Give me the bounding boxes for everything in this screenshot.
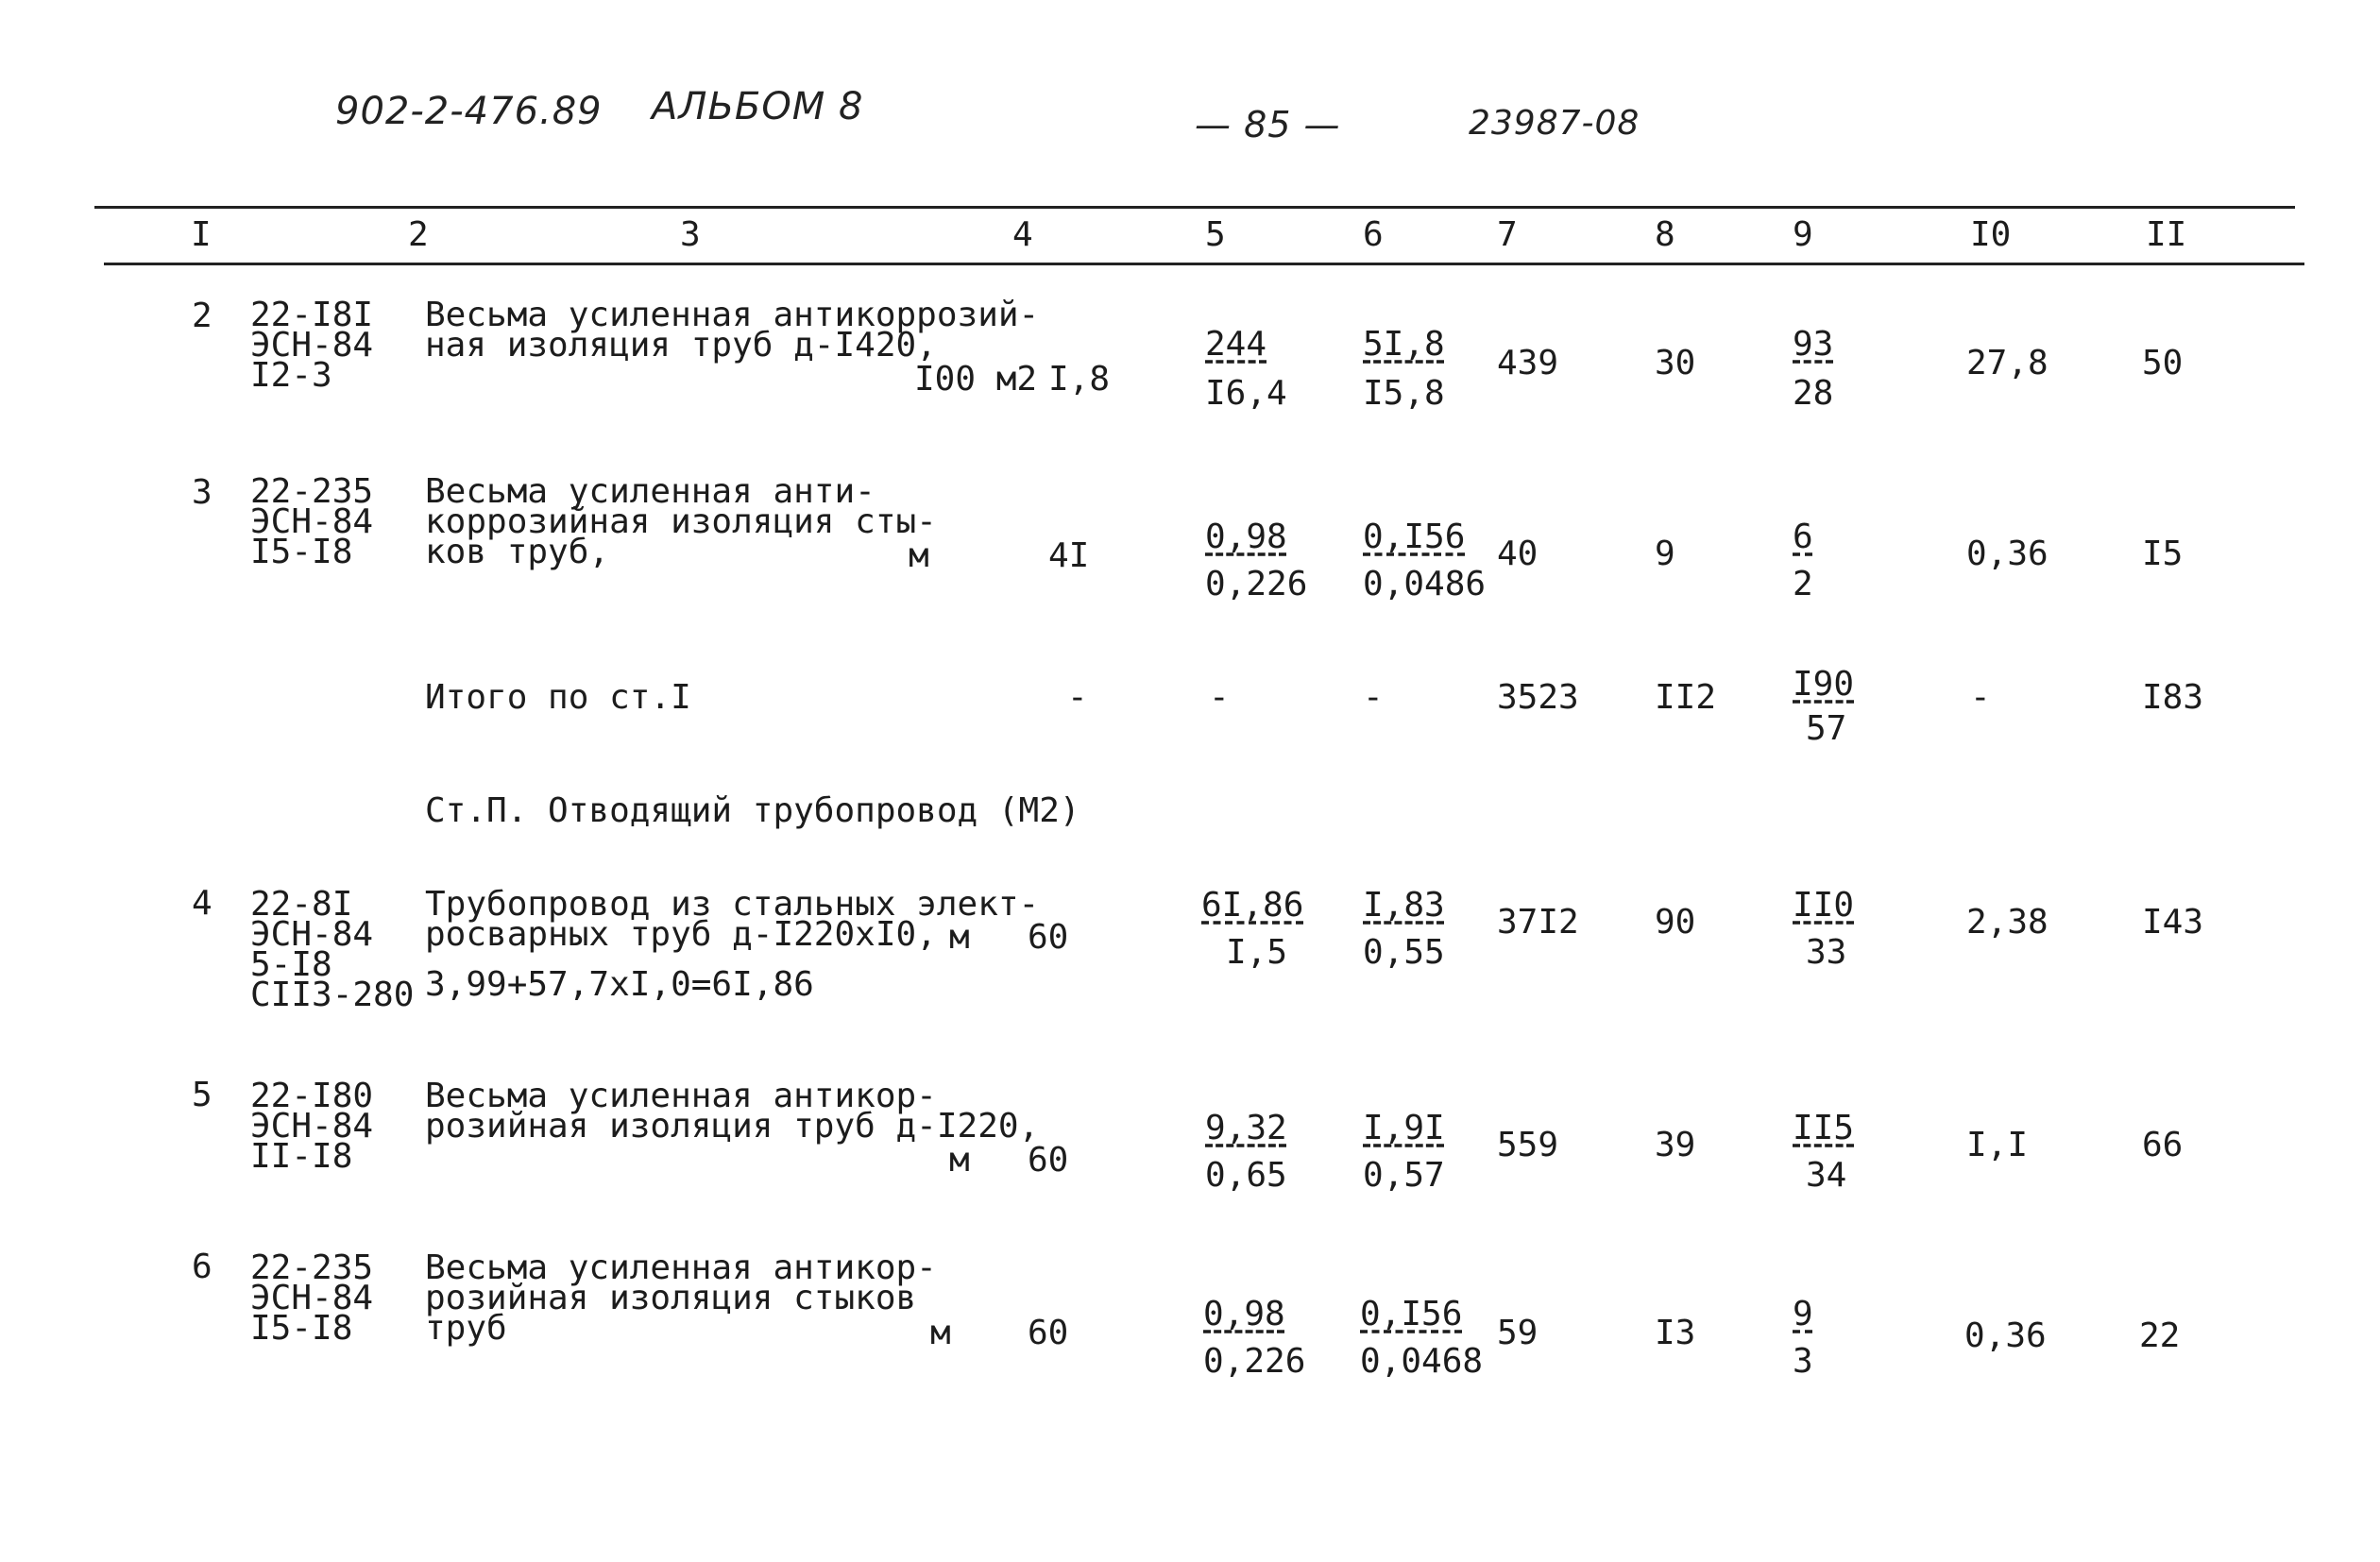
col9-bottom: 2 (1793, 565, 1813, 603)
col9-bottom: 57 (1806, 709, 1847, 748)
unit: м (949, 1141, 970, 1180)
quantity: - (1067, 678, 1088, 717)
column-header: 2 (408, 215, 429, 254)
unit: м (909, 536, 929, 575)
col9-bottom: 28 (1793, 374, 1834, 413)
col6-top: I,9I (1363, 1109, 1445, 1147)
col5-bottom: 0,65 (1205, 1156, 1287, 1195)
subtotal-label: Итого по ст.I (425, 678, 691, 717)
quantity: 60 (1028, 1141, 1069, 1180)
table-header-rule (104, 263, 2304, 265)
work-description: Весьма усиленная антикоррозий- ная изоляция труб д-I420, (425, 296, 1040, 365)
norm-code: 22-235 ЭСН-84 I5-I8 (250, 1248, 374, 1348)
col8-value: I3 (1655, 1314, 1696, 1352)
col7-value: 3523 (1497, 678, 1579, 717)
document-code: 902-2-476.89 (335, 90, 603, 133)
norm-code: 22-I8I ЭСН-84 I2-3 (250, 296, 374, 395)
col9-top: I90 (1793, 665, 1855, 704)
norm-code: 22-235 ЭСН-84 I5-I8 (250, 472, 374, 571)
col7-value: 439 (1497, 344, 1559, 382)
col9-top: II5 (1793, 1109, 1855, 1147)
col5-bottom: I6,4 (1205, 374, 1287, 413)
col5-value: - (1209, 678, 1230, 717)
col5-bottom: 0,226 (1205, 565, 1308, 603)
quantity: 60 (1028, 1314, 1069, 1352)
col9-bottom: 33 (1806, 933, 1847, 972)
quantity: 60 (1028, 918, 1069, 957)
col6-bottom: I5,8 (1363, 374, 1445, 413)
col5-top: 0,98 (1205, 518, 1287, 556)
col11-value: 22 (2139, 1316, 2181, 1355)
col6-bottom: 0,57 (1363, 1156, 1445, 1195)
col10-value: - (1970, 678, 1991, 717)
col7-value: 37I2 (1497, 903, 1579, 942)
col7-value: 59 (1497, 1314, 1538, 1352)
archive-number: 23987-08 (1469, 104, 1640, 143)
col6-bottom: 0,55 (1363, 933, 1445, 972)
col8-value: 9 (1655, 535, 1675, 573)
row-number: 4 (192, 884, 212, 923)
column-header: 5 (1205, 215, 1226, 254)
row-number: 5 (192, 1076, 212, 1114)
col8-value: 30 (1655, 344, 1696, 382)
column-header: II (2146, 215, 2187, 254)
column-header: 8 (1655, 215, 1675, 254)
col5-top: 244 (1205, 325, 1267, 364)
formula: 3,99+57,7хI,0=6I,86 (425, 965, 814, 1004)
column-header: I (191, 215, 212, 254)
col7-value: 40 (1497, 535, 1538, 573)
column-header: 4 (1012, 215, 1033, 254)
work-description: Весьма усиленная антикор- розийная изоляция труб д-I220, (425, 1077, 1040, 1146)
col6-value: - (1363, 678, 1384, 717)
col11-value: I83 (2142, 678, 2204, 717)
col6-top: 0,I56 (1363, 518, 1466, 556)
col11-value: 66 (2142, 1126, 2184, 1164)
col6-top: 5I,8 (1363, 325, 1445, 364)
column-header: 3 (680, 215, 701, 254)
col10-value: 27,8 (1966, 344, 2048, 382)
col11-value: 50 (2142, 344, 2184, 382)
col10-value: 2,38 (1966, 903, 2048, 942)
col9-top: 93 (1793, 325, 1834, 364)
column-header: 9 (1793, 215, 1813, 254)
col6-bottom: 0,0486 (1363, 565, 1487, 603)
col10-value: 0,36 (1966, 535, 2048, 573)
col9-top: II0 (1793, 886, 1855, 925)
col5-top: 6I,86 (1201, 886, 1304, 925)
col9-top: 6 (1793, 518, 1813, 556)
col6-top: I,83 (1363, 886, 1445, 925)
col9-bottom: 34 (1806, 1156, 1847, 1195)
col5-bottom: I,5 (1226, 933, 1288, 972)
col5-top: 0,98 (1203, 1295, 1285, 1333)
unit: м (930, 1314, 951, 1352)
col10-value: 0,36 (1964, 1316, 2047, 1355)
work-description: Трубопровод из стальных элект- росварных труб д-I220хI0, (425, 885, 1040, 954)
unit: I00 м2 (914, 360, 1038, 399)
col9-bottom: 3 (1793, 1342, 1813, 1381)
col6-top: 0,I56 (1360, 1295, 1463, 1333)
quantity: 4I (1048, 536, 1090, 575)
col11-value: I5 (2142, 535, 2184, 573)
col6-bottom: 0,0468 (1360, 1342, 1484, 1381)
row-number: 6 (192, 1248, 212, 1286)
section-heading: Ст.П. Отводящий трубопровод (М2) (425, 791, 1080, 830)
unit: м (949, 918, 970, 957)
column-header: 7 (1497, 215, 1518, 254)
row-number: 2 (192, 297, 212, 335)
column-header: I0 (1970, 215, 2012, 254)
work-description: Весьма усиленная антикор- розийная изоляция стыков труб (425, 1248, 937, 1348)
row-number: 3 (192, 473, 212, 512)
col8-value: II2 (1655, 678, 1717, 717)
album-label: АЛЬБОМ 8 (652, 85, 864, 128)
col7-value: 559 (1497, 1126, 1559, 1164)
col10-value: I,I (1966, 1126, 2029, 1164)
col8-value: 90 (1655, 903, 1696, 942)
norm-code: 22-8I ЭСН-84 5-I8 СII3-280 (250, 885, 415, 1014)
page-number: — 85 — (1195, 104, 1341, 145)
col9-top: 9 (1793, 1295, 1813, 1333)
norm-code: 22-I80 ЭСН-84 II-I8 (250, 1077, 374, 1176)
col8-value: 39 (1655, 1126, 1696, 1164)
col11-value: I43 (2142, 903, 2204, 942)
table-top-rule (94, 206, 2295, 209)
work-description: Весьма усиленная анти- коррозийная изоляция сты- ков труб, (425, 472, 937, 571)
column-header: 6 (1363, 215, 1384, 254)
quantity: I,8 (1048, 360, 1111, 399)
col5-top: 9,32 (1205, 1109, 1287, 1147)
col5-bottom: 0,226 (1203, 1342, 1306, 1381)
